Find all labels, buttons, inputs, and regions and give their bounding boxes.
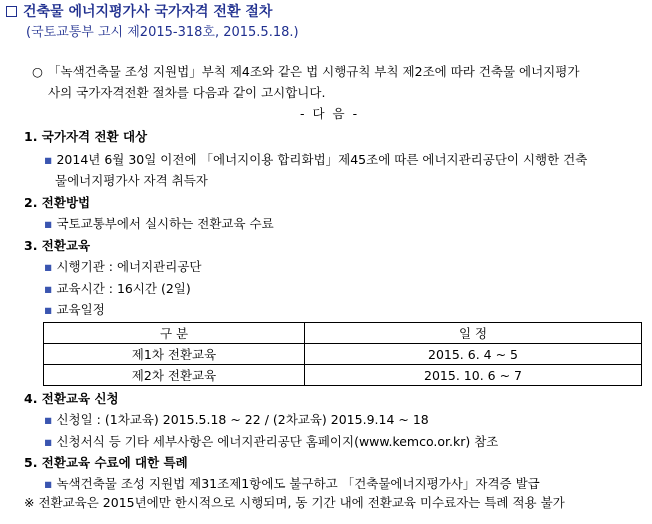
section-heading-2: 2. 전환방법 <box>24 195 91 210</box>
page-subtitle: (국토교통부 고시 제2015-318호, 2015.5.18.) <box>26 25 299 40</box>
section-heading-3: 3. 전환교육 <box>24 238 91 253</box>
list-item: ▪ 교육시간 : 16시간 (2일) <box>44 281 191 296</box>
table-cell: 제2차 전환교육 <box>44 365 305 386</box>
intro-paragraph <box>32 62 642 101</box>
square-bullet-icon: ▪ <box>44 259 53 274</box>
intro-line-1: 「녹색건축물 조성 지원법」부칙 제4조와 같은 법 시행규칙 부칙 제2조에 따라 건축물 에너지평가 <box>48 64 580 79</box>
table-header-cell: 구 분 <box>44 323 305 344</box>
section-heading-4: 4. 전환교육 신청 <box>24 391 119 406</box>
schedule-table <box>43 322 642 386</box>
list-item: ▪ 신청일 : (1차교육) 2015.5.18 ~ 22 / (2차교육) 2015.9.14 ~ 18 <box>44 412 429 427</box>
circle-bullet-icon: ○ <box>32 64 43 79</box>
list-item: ▪ 신청서식 등 기타 세부사항은 에너지관리공단 홈페이지(www.kemco.or.kr) 참조 <box>44 434 499 449</box>
table-header-cell: 일 정 <box>305 323 642 344</box>
table-cell: 2015. 6. 4 ~ 5 <box>305 344 642 365</box>
list-item: ▪ 2014년 6월 30일 이전에 「에너지이용 합리화법」제45조에 따른 에너지관리공단이 시행한 건축 <box>44 152 588 167</box>
list-item: ▪ 교육일정 <box>44 302 105 317</box>
square-bullet-icon: ▪ <box>44 216 53 231</box>
checkbox-square-icon <box>6 6 17 17</box>
divider-text: - 다 음 - <box>300 106 360 121</box>
table-header-row <box>44 323 642 344</box>
section-heading-1: 1. 국가자격 전환 대상 <box>24 129 148 144</box>
intro-line-2: 사의 국가자격전환 절차를 다음과 같이 고시합니다. <box>48 85 326 100</box>
square-bullet-icon: ▪ <box>44 476 53 491</box>
footnote: ※ 전환교육은 2015년에만 한시적으로 시행되며, 동 기간 내에 전환교육 미수료자는 특례 적용 불가 <box>24 495 565 510</box>
table-row <box>44 344 642 365</box>
table-cell: 2015. 10. 6 ~ 7 <box>305 365 642 386</box>
square-bullet-icon: ▪ <box>44 412 53 427</box>
list-item: ▪ 시행기관 : 에너지관리공단 <box>44 259 202 274</box>
list-item-continued: 물에너지평가사 자격 취득자 <box>55 173 208 188</box>
square-bullet-icon: ▪ <box>44 152 53 167</box>
table-cell: 제1차 전환교육 <box>44 344 305 365</box>
square-bullet-icon: ▪ <box>44 281 53 296</box>
page-title <box>6 1 272 21</box>
page-title-text: 건축물 에너지평가사 국가자격 전환 절차 <box>23 4 273 20</box>
list-item: ▪ 국토교통부에서 실시하는 전환교육 수료 <box>44 216 274 231</box>
square-bullet-icon: ▪ <box>44 302 53 317</box>
section-heading-5: 5. 전환교육 수료에 대한 특례 <box>24 455 188 470</box>
list-item: ▪ 녹색건축물 조성 지원법 제31조제1항에도 불구하고 「건축물에너지평가사」자격증 발급 <box>44 476 540 491</box>
square-bullet-icon: ▪ <box>44 434 53 449</box>
table-row <box>44 365 642 386</box>
